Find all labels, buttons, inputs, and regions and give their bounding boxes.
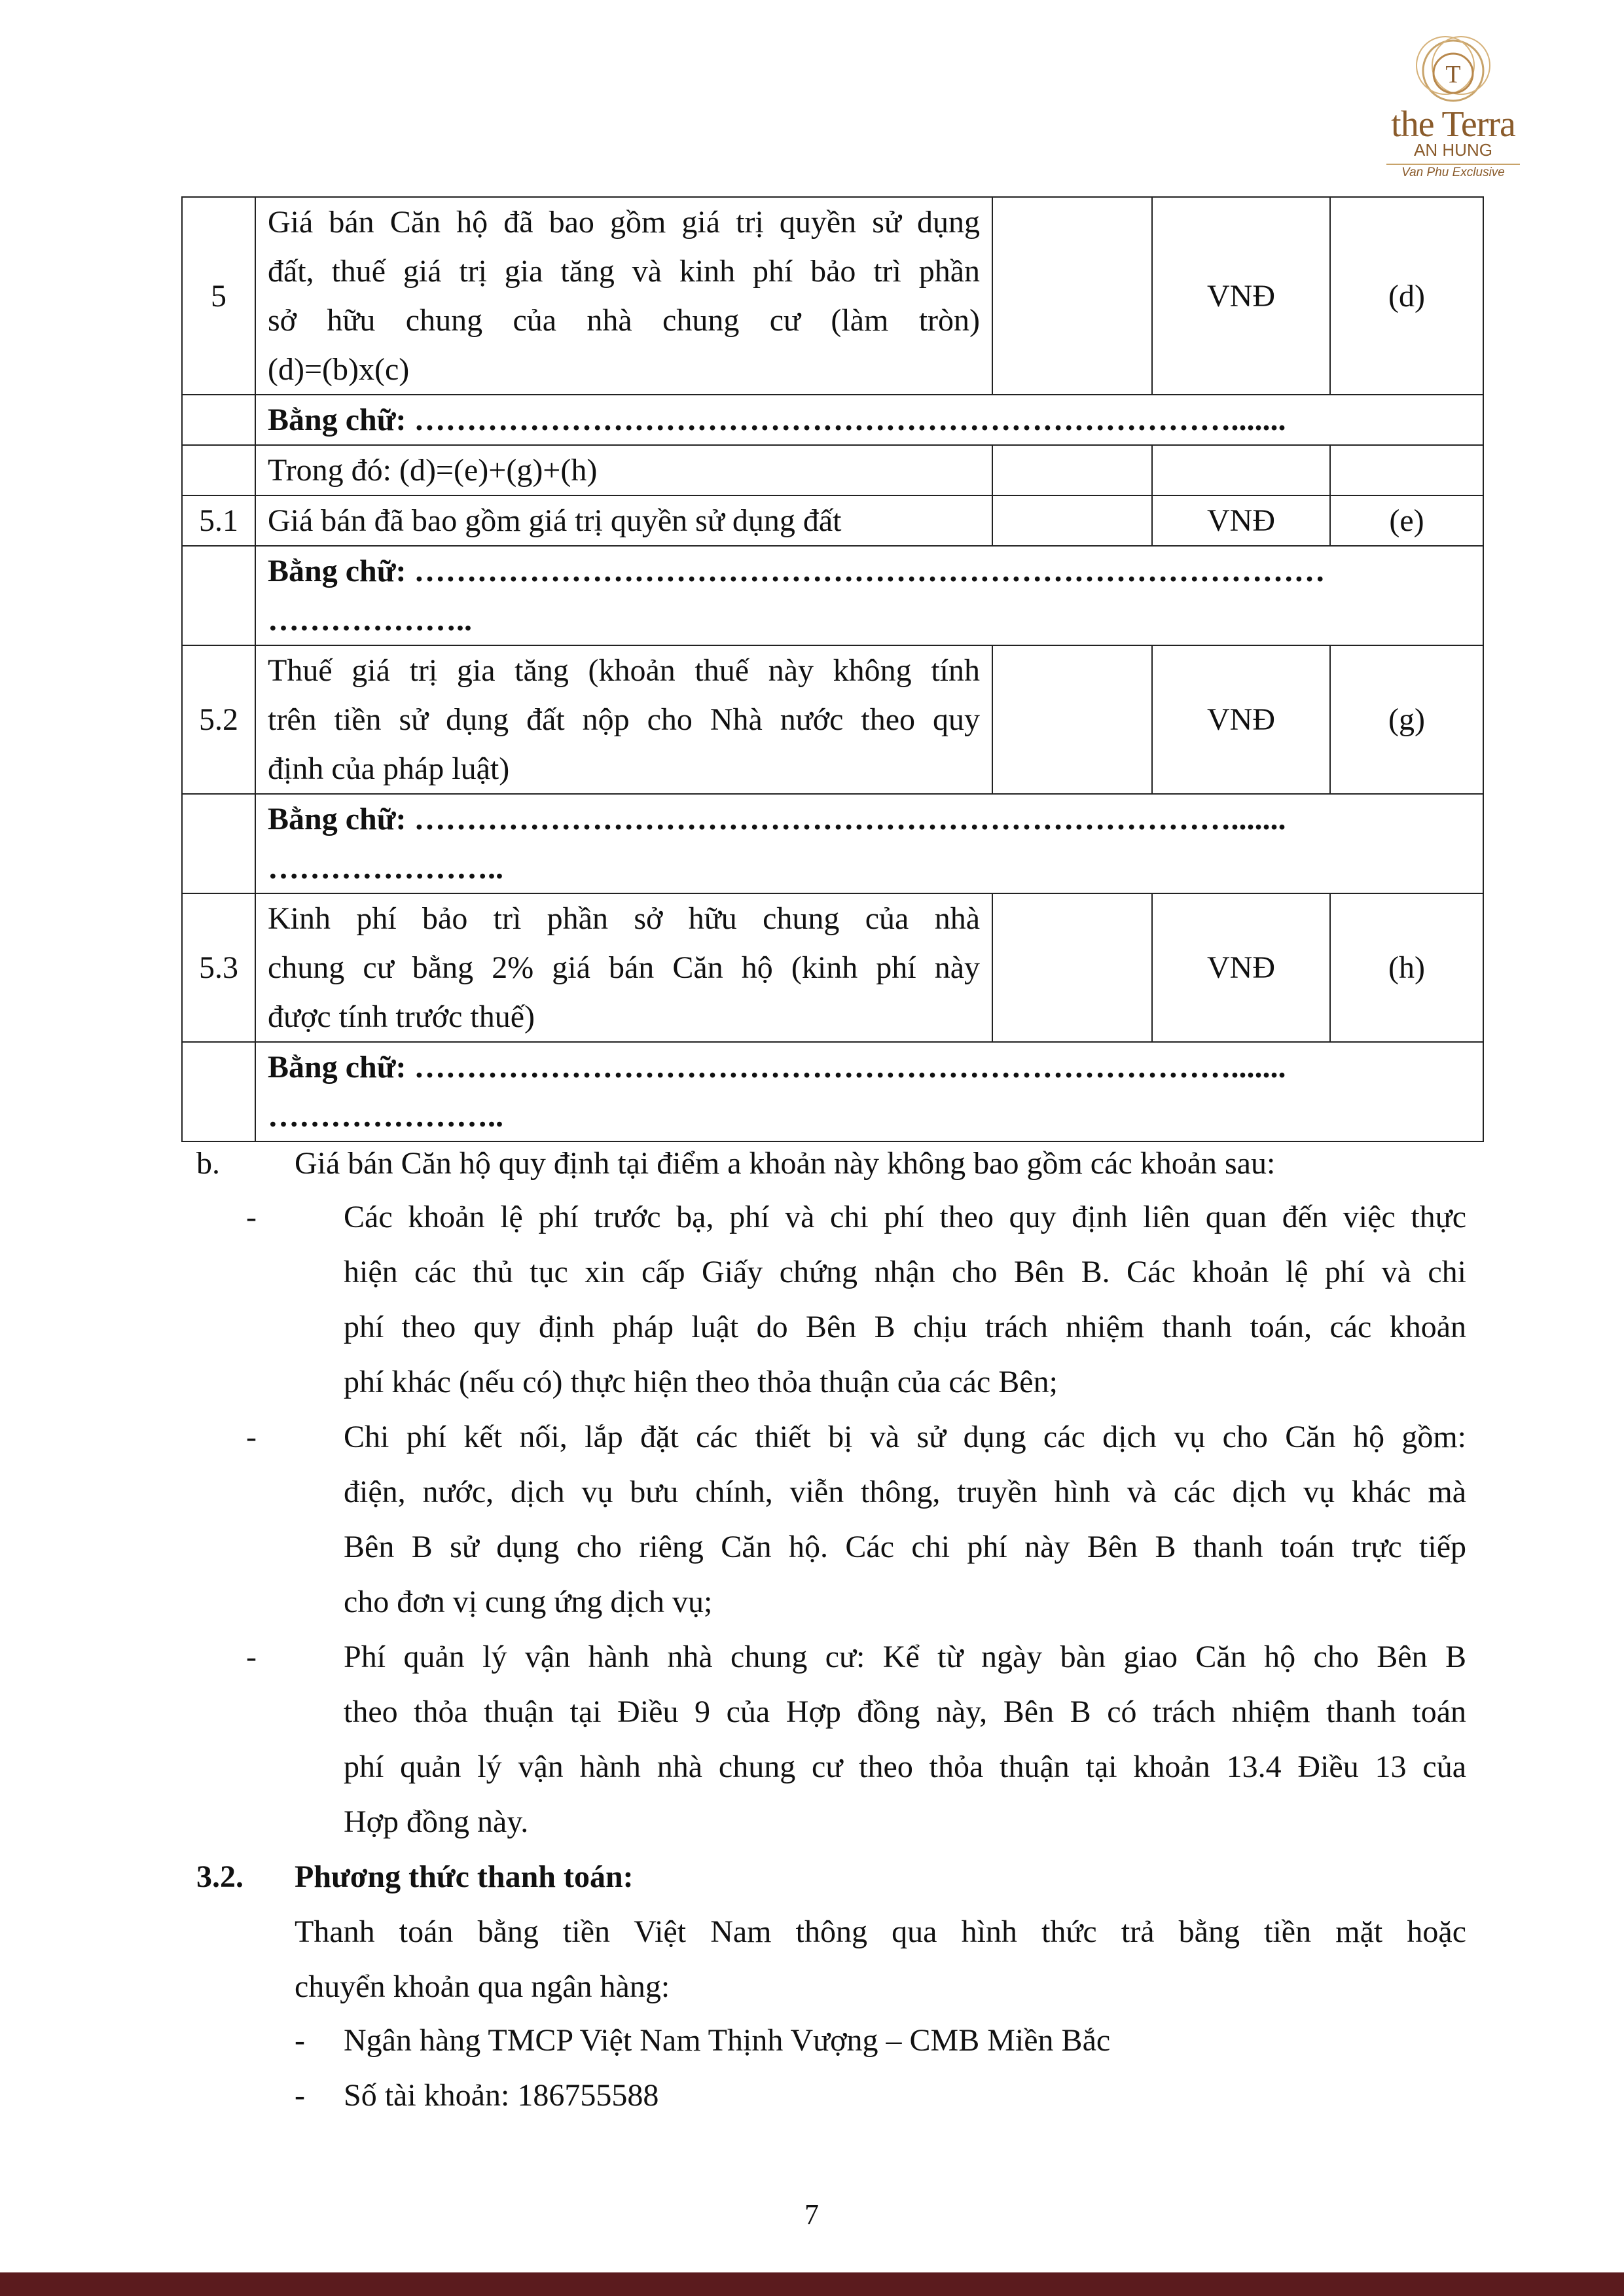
empty-cell xyxy=(182,1042,255,1141)
paragraph-line: phí quản lý vận hành nhà chung cư theo thỏa thuận tại khoản 13.4 Điều 13 của xyxy=(344,1749,1466,1784)
section-heading: Phương thức thanh toán: xyxy=(295,1859,634,1894)
section-number: 3.2. xyxy=(196,1859,244,1894)
symbol-cell: (h) xyxy=(1330,893,1483,1042)
symbol-cell: (d) xyxy=(1330,197,1483,395)
amount-in-words: Bằng chữ: ……………………………………………………………………....... xyxy=(255,395,1483,445)
row-description: Giá bán đã bao gồm giá trị quyền sử dụng đất xyxy=(255,495,992,546)
value-cell xyxy=(992,197,1152,395)
page-number: 7 xyxy=(804,2198,819,2231)
logo-name: the Terra xyxy=(1391,104,1515,145)
paragraph-line: hiện các thủ tục xin cấp Giấy chứng nhận cho Bên B. Các khoản lệ phí và chi xyxy=(344,1255,1466,1289)
row-number: 5 xyxy=(182,197,255,395)
bullet-dash: - xyxy=(246,1640,257,1674)
paragraph-line: phí theo quy định pháp luật do Bên B chịu trách nhiệm thanh toán, các khoản xyxy=(344,1310,1466,1344)
paragraph-line: chuyển khoản qua ngân hàng: xyxy=(295,1969,670,2004)
words-line: ………………….. xyxy=(268,851,503,886)
empty-cell xyxy=(992,445,1152,495)
empty-cell xyxy=(1330,445,1483,495)
words-line: Bằng chữ: ……………………………………………………………………....... xyxy=(268,802,1286,836)
unit-cell: VNĐ xyxy=(1152,645,1330,794)
bullet-dash: - xyxy=(295,2078,305,2113)
section-label: b. xyxy=(196,1146,220,1181)
words-line: ………………….. xyxy=(268,1099,503,1134)
row-description xyxy=(255,197,992,395)
empty-cell xyxy=(182,546,255,645)
bank-name: Ngân hàng TMCP Việt Nam Thịnh Vượng – CMB Miền Bắc xyxy=(344,2023,1111,2058)
value-cell xyxy=(992,495,1152,546)
table-row xyxy=(182,893,1483,1042)
bullet-dash: - xyxy=(246,1200,257,1234)
row-number: 5.2 xyxy=(182,645,255,794)
row-number: 5.3 xyxy=(182,893,255,1042)
table-row xyxy=(182,445,1483,495)
unit-cell: VNĐ xyxy=(1152,495,1330,546)
amount-in-words xyxy=(255,1042,1483,1141)
words-line: ……………….. xyxy=(268,603,472,637)
price-table xyxy=(181,196,1484,1142)
bullet-dash: - xyxy=(295,2023,305,2058)
desc-line: Thuế giá trị gia tăng (khoản thuế này không tính xyxy=(268,653,980,688)
desc-line: Giá bán Căn hộ đã bao gồm giá trị quyền sử dụng xyxy=(268,205,980,240)
desc-line: đất, thuế giá trị gia tăng và kinh phí bảo trì phần xyxy=(268,254,980,289)
words-line: Bằng chữ: …………………………………………………………………………… xyxy=(268,554,1326,588)
logo-letter: T xyxy=(1445,61,1461,88)
table-row xyxy=(182,794,1483,893)
empty-cell xyxy=(182,395,255,445)
logo-divider xyxy=(1386,164,1520,165)
paragraph-line: theo thỏa thuận tại Điều 9 của Hợp đồng này, Bên B có trách nhiệm thanh toán xyxy=(344,1695,1466,1729)
desc-line: định của pháp luật) xyxy=(268,751,510,786)
value-cell xyxy=(992,893,1152,1042)
words-line: Bằng chữ: ……………………………………………………………………....... xyxy=(268,1050,1286,1085)
value-cell xyxy=(992,645,1152,794)
symbol-cell: (g) xyxy=(1330,645,1483,794)
desc-line: sở hữu chung của nhà chung cư (làm tròn) xyxy=(268,303,980,338)
desc-line: chung cư bằng 2% giá bán Căn hộ (kinh phí này xyxy=(268,950,980,985)
unit-cell: VNĐ xyxy=(1152,197,1330,395)
paragraph-line: Các khoản lệ phí trước bạ, phí và chi phí theo quy định liên quan đến việc thực xyxy=(344,1200,1466,1234)
desc-line: được tính trước thuế) xyxy=(268,999,535,1034)
row-number: 5.1 xyxy=(182,495,255,546)
paragraph-line: cho đơn vị cung ứng dịch vụ; xyxy=(344,1585,713,1619)
table-row xyxy=(182,395,1483,445)
paragraph-line: Chi phí kết nối, lắp đặt các thiết bị và sử dụng các dịch vụ cho Căn hộ gồm: xyxy=(344,1420,1466,1454)
amount-in-words xyxy=(255,794,1483,893)
unit-cell: VNĐ xyxy=(1152,893,1330,1042)
empty-cell xyxy=(182,794,255,893)
paragraph-line: điện, nước, dịch vụ bưu chính, viễn thông, truyền hình và các dịch vụ khác mà xyxy=(344,1475,1466,1509)
desc-line: (d)=(b)x(c) xyxy=(268,352,410,387)
account-number: Số tài khoản: 186755588 xyxy=(344,2078,659,2113)
symbol-cell: (e) xyxy=(1330,495,1483,546)
row-description xyxy=(255,645,992,794)
table-row xyxy=(182,1042,1483,1141)
table-row xyxy=(182,546,1483,645)
bullet-dash: - xyxy=(246,1420,257,1454)
brand-logo xyxy=(1375,33,1532,190)
table-row xyxy=(182,495,1483,546)
amount-in-words xyxy=(255,546,1483,645)
logo-tagline: Van Phu Exclusive xyxy=(1401,166,1505,179)
paragraph-line: Phí quản lý vận hành nhà chung cư: Kể từ ngày bàn giao Căn hộ cho Bên B xyxy=(344,1640,1466,1674)
row-description: Trong đó: (d)=(e)+(g)+(h) xyxy=(255,445,992,495)
paragraph-line: Hợp đồng này. xyxy=(344,1804,529,1839)
row-description xyxy=(255,893,992,1042)
table-row xyxy=(182,197,1483,395)
table-row xyxy=(182,645,1483,794)
logo-subtitle: AN HUNG xyxy=(1414,140,1492,160)
section-intro: Giá bán Căn hộ quy định tại điểm a khoản này không bao gồm các khoản sau: xyxy=(295,1146,1276,1181)
paragraph-line: Thanh toán bằng tiền Việt Nam thông qua hình thức trả bằng tiền mặt hoặc xyxy=(295,1914,1466,1949)
empty-cell xyxy=(182,445,255,495)
paragraph-line: phí khác (nếu có) thực hiện theo thỏa thuận của các Bên; xyxy=(344,1365,1058,1399)
desc-line: trên tiền sử dụng đất nộp cho Nhà nước theo quy xyxy=(268,702,980,737)
footer-bar xyxy=(0,2272,1624,2296)
empty-cell xyxy=(1152,445,1330,495)
paragraph-line: Bên B sử dụng cho riêng Căn hộ. Các chi phí này Bên B thanh toán trực tiếp xyxy=(344,1530,1466,1564)
desc-line: Kinh phí bảo trì phần sở hữu chung của nhà xyxy=(268,901,980,936)
